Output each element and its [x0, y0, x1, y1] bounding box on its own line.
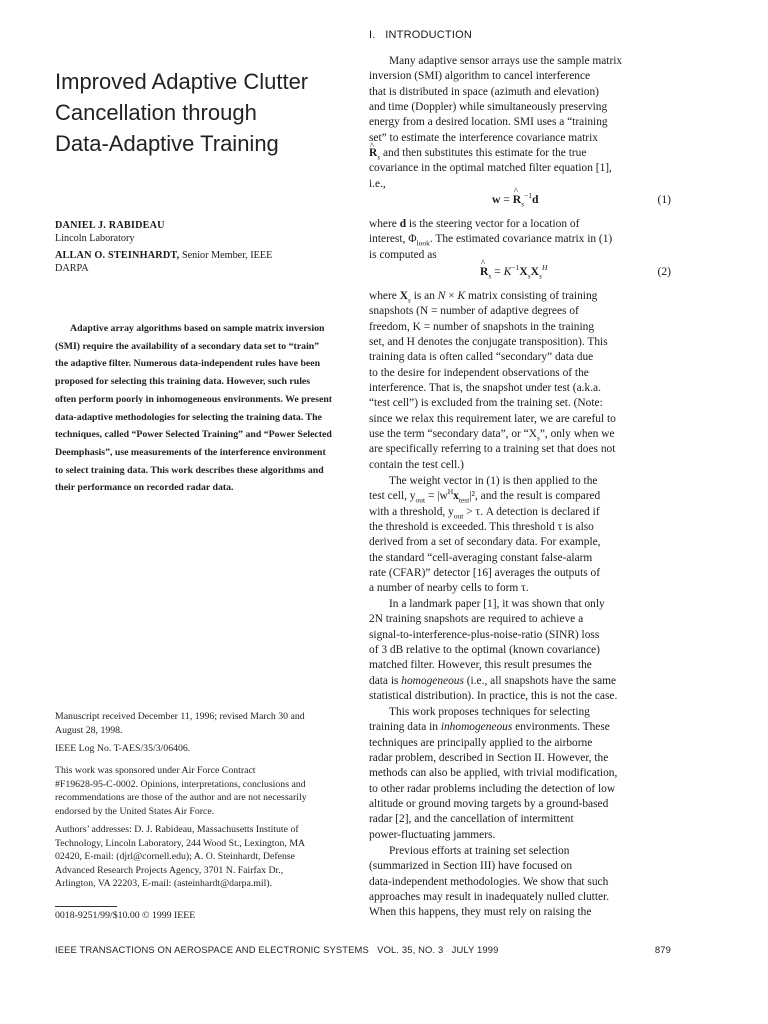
text-line: power-fluctuating jammers. [369, 828, 496, 841]
abstract-line: proposed for selecting this training data. However, such rules [55, 376, 311, 388]
subscript: out [415, 495, 426, 505]
text-span: interest, Φ [369, 233, 417, 246]
text-line: interference. That is, the snapshot under test (a.k.a. [369, 382, 601, 395]
text-line: inversion (SMI) algorithm to cancel interference [369, 70, 591, 83]
equation-expression: ^ $R_s = K^{-1}X_sX_s^H$ [480, 265, 547, 278]
footnote-line: August 28, 1998. [55, 724, 123, 736]
text-line: When this happens, they must rely on raising the [369, 906, 592, 919]
superscript: H [447, 487, 454, 497]
text-line: are specifically referring to a training set that does not [369, 443, 616, 456]
text-span: with a threshold, y [369, 505, 454, 518]
text-line [369, 232, 671, 247]
abstract-line: Deemphasis”, use measurements of the interference environment [55, 446, 326, 458]
title-line: Cancellation through [55, 100, 257, 125]
footnote-line: Arlington, VA 22203, E-mail: (asteinhardt@darpa.mil). [55, 878, 273, 890]
footnote-line: 02420, E-mail: (djrl@cornell.edu); A. O. Steinhardt, Defense [55, 851, 296, 863]
text-span: where [369, 218, 400, 230]
footnote-addresses [55, 823, 355, 891]
footnote-divider [55, 906, 117, 907]
footnote-line: endorsed by the United States Air Force. [55, 805, 215, 817]
equation-1 [369, 193, 671, 211]
text-line: is computed as [369, 248, 437, 261]
text-span: where [369, 290, 400, 302]
text-span: > τ. A detection is declared if [463, 505, 600, 518]
text-line: the standard “cell-averaging constant false-alarm [369, 551, 593, 564]
footnote-line: Technology, Lincoln Laboratory, 244 Wood St., Lexington, MA [55, 837, 306, 849]
text-span: is the steering vector for a location of [406, 218, 580, 230]
page-number: 879 [654, 944, 671, 955]
text-line [369, 720, 671, 735]
text-line: set” to estimate the interference covariance matrix [369, 131, 598, 144]
text-line: use the term “secondary data”, or “$X_s$”, only when we [369, 428, 615, 443]
text-line: where $X_s$ is an N × K matrix consisting of training [369, 290, 598, 305]
title-line: Improved Adaptive Clutter [55, 69, 309, 94]
equation-number: (1) [657, 193, 671, 206]
text-line: to the desire for independent observations of the [369, 366, 589, 379]
paragraph-5 [369, 597, 671, 704]
text-span: data is [369, 674, 402, 687]
text-line: matched filter. However, this result presumes the [369, 659, 592, 672]
title-line: Data-Adaptive Training [55, 131, 279, 156]
author-affiliation: Lincoln Laboratory [55, 233, 135, 244]
subscript: look [416, 238, 430, 248]
text-span: is an [410, 290, 438, 302]
symbol-d: d [399, 218, 407, 230]
emphasis: homogeneous [401, 674, 464, 687]
text-line: ^ $R_s$ and then substitutes this estimate for the true [369, 146, 671, 161]
text-line [369, 489, 671, 504]
footnote-line: Manuscript received December 11, 1996; revised March 30 and [55, 711, 305, 722]
section-heading: I. INTRODUCTION [369, 29, 473, 41]
abstract-line: the adaptive filter. Numerous data-independent rules have been [55, 358, 321, 370]
text-span: test cell, y [369, 490, 416, 503]
text-line: altitude or ground moving targets by a ground-based [369, 798, 609, 811]
paragraph-3 [369, 289, 671, 473]
text-line: training data is often called “secondary” data due [369, 351, 594, 364]
text-line: The weight vector in (1) is then applied to the [389, 475, 598, 487]
text-line: radar problem, described in Section II. However, the [369, 752, 609, 765]
text-line: “test cell”) is excluded from the training set. (Note: [369, 397, 603, 410]
text-line: of 3 dB relative to the optimal (known covariance) [369, 644, 600, 657]
text-line: set, and H denotes the conjugate transposition). This [369, 336, 608, 349]
text-line: techniques are principally applied to the airborne [369, 736, 593, 749]
text-span: (i.e., all snapshots have the same [463, 674, 617, 687]
equation-expression: w = ^ $R_s^{-1}d$ [492, 193, 538, 206]
text-line: since we relax this requirement later, we are careful to [369, 412, 616, 425]
text-line: approaches may result in inadequately nulled clutter. [369, 891, 610, 904]
text-line: that is distributed in space (azimuth and elevation) [369, 85, 599, 98]
text-line: Many adaptive sensor arrays use the sample matrix [389, 55, 623, 67]
abstract [55, 320, 351, 497]
footnote-line: Advanced Research Projects Agency, 3701 N. Fairfax Dr., [55, 864, 284, 876]
abstract-line: Adaptive array algorithms based on sample matrix inversion [70, 323, 325, 334]
text-line: freedom, K = number of snapshots in the training [369, 320, 595, 333]
equation-2 [369, 265, 671, 283]
author-block-2 [55, 249, 345, 275]
author-block-1 [55, 219, 345, 245]
author-membership: Senior Member, IEEE [179, 250, 273, 261]
text-line: i.e., [369, 177, 386, 190]
symbol-x: x [453, 490, 459, 503]
footnote-line: #F19628-95-C-0002. Opinions, interpretations, conclusions and [55, 778, 306, 790]
text-line: a number of nearby cells to form τ. [369, 582, 529, 595]
text-line: 2N training snapshots are required to achieve a [369, 613, 584, 626]
footnote-line: This work was sponsored under Air Force Contract [55, 765, 256, 776]
author-affiliation: DARPA [55, 263, 89, 274]
author-name: DANIEL J. RABIDEAU [55, 220, 165, 231]
text-line: (summarized in Section III) have focused on [369, 860, 573, 873]
text-span: training data in [369, 721, 441, 734]
text-span: and then substitutes this estimate for the true [380, 147, 587, 160]
journal-info: IEEE TRANSACTIONS ON AEROSPACE AND ELECTRONIC SYSTEMS VOL. 35, NO. 3 JULY 1999 [55, 944, 499, 955]
emphasis: inhomogeneous [440, 721, 513, 734]
copyright-notice: 0018-9251/99/$10.00 © 1999 IEEE [55, 910, 196, 921]
abstract-line: data-adaptive methodologies for selecting the training data. The [55, 411, 322, 423]
text-span: environments. These [512, 721, 610, 734]
abstract-line: to select training data. This work describes these algorithms and [55, 464, 324, 476]
text-line [369, 217, 671, 232]
abstract-line: their performance on recorded radar data. [55, 482, 234, 494]
footnote-line: recommendations are those of the author and are not necessarily [55, 792, 307, 804]
paragraph-2 [369, 217, 671, 263]
text-line: radar [2], and the cancellation of intermittent [369, 813, 574, 826]
footnote-sponsor [55, 764, 355, 818]
text-line: the threshold is exceeded. This threshold τ is also [369, 521, 594, 534]
text-span: ”, only when we [539, 428, 615, 441]
equation-number: (2) [657, 265, 671, 278]
paragraph-4 [369, 474, 671, 597]
text-line: contain the test cell.) [369, 458, 464, 471]
text-line: This work proposes techniques for selecting [389, 706, 590, 718]
text-line: and time (Doppler) while simultaneously preserving [369, 101, 608, 114]
subscript: out [453, 510, 464, 520]
text-line: In a landmark paper [1], it was shown that only [389, 598, 605, 610]
text-line: snapshots (N = number of adaptive degrees of [369, 305, 579, 318]
text-span: |², and the result is compared [469, 490, 601, 503]
text-line: Previous efforts at training set selection [389, 845, 570, 857]
abstract-line: (SMI) require the availability of a secondary data set to “train” [55, 340, 320, 352]
abstract-line: often perform poorly in inhomogeneous environments. We present [55, 393, 333, 405]
text-line: to other radar problems including the detection of low [369, 782, 616, 795]
footnote-manuscript [55, 710, 355, 737]
footnote-line: Authors’ addresses: D. J. Rabideau, Massachusetts Institute of [55, 824, 299, 835]
author-name: ALLAN O. STEINHARDT, [55, 250, 180, 261]
text-span: . The estimated covariance matrix in (1) [429, 233, 613, 246]
text-line: covariance in the optimal matched filter equation [1], [369, 162, 612, 175]
footnote-line: IEEE Log No. T-AES/35/3/06406. [55, 743, 191, 754]
text-line: data-independent methodologies. We show that such [369, 875, 609, 888]
subscript: test [458, 495, 470, 505]
page-footer [55, 944, 671, 955]
text-span: use the term “secondary data”, or “X [369, 428, 537, 441]
paragraph-1 [369, 54, 671, 192]
paper-title [55, 66, 345, 159]
text-line: methods can also be applied, with trivial modification, [369, 767, 618, 780]
text-line [369, 505, 671, 520]
text-line: derived from a set of secondary data. For example, [369, 536, 601, 549]
text-line: signal-to-interference-plus-noise-ratio (SINR) loss [369, 628, 600, 641]
text-line [369, 674, 671, 689]
text-span: matrix consisting of training [465, 290, 598, 302]
paragraph-7 [369, 844, 671, 921]
footnote-log [55, 742, 355, 756]
text-span: = |w [425, 490, 448, 503]
abstract-line: techniques, called “Power Selected Training” and “Power Selected [55, 429, 332, 441]
paragraph-6 [369, 705, 671, 843]
text-line: statistical distribution). In practice, this is not the case. [369, 690, 618, 703]
text-line: energy from a desired location. SMI uses a “training [369, 116, 608, 129]
text-line: rate (CFAR)” detector [16] averages the outputs of [369, 567, 600, 580]
